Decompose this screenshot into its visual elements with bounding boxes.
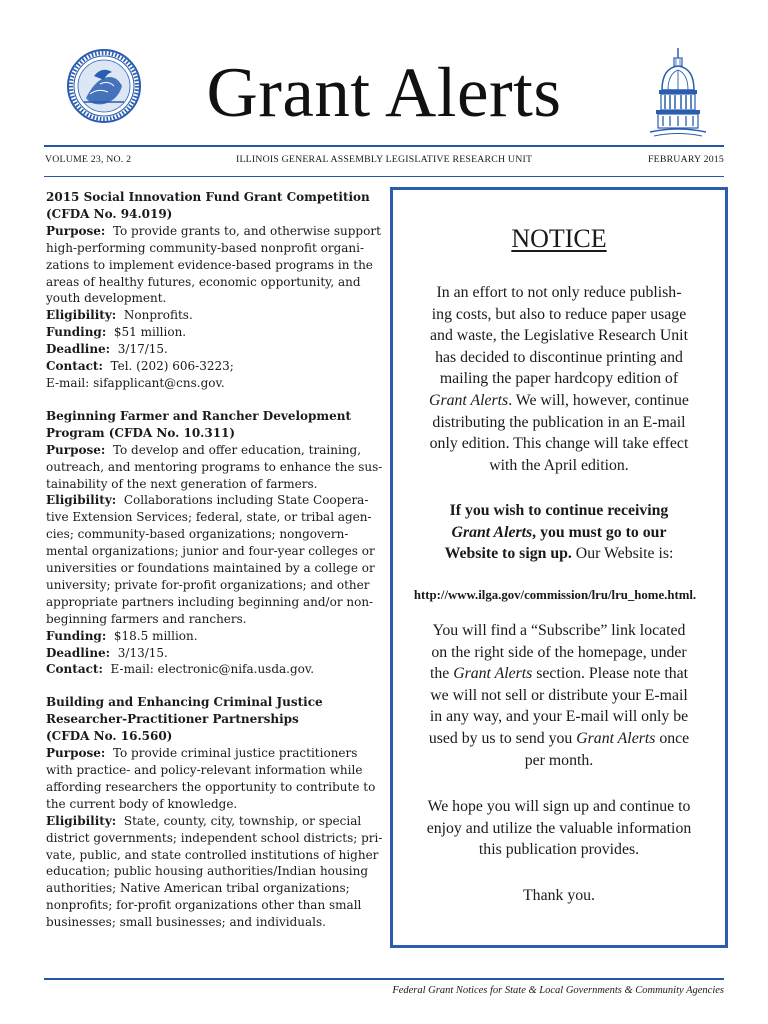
text-line: has decided to discontinue printing and <box>435 348 683 366</box>
publication-name: Grant Alerts <box>576 729 656 747</box>
text-fragment: the <box>429 665 454 683</box>
grant-eligibility <box>46 307 371 324</box>
notice-paragraph-4 <box>393 796 725 861</box>
text-line: universities or foundations maintained by a college or <box>46 561 375 576</box>
text-line: nonprofits; for-profit organizations other than small <box>46 898 362 913</box>
text-line: distributing the publication in an E-mail <box>432 413 686 431</box>
grant-eligibility <box>46 492 371 509</box>
contact-label: Contact: <box>46 662 103 677</box>
grant-title: Beginning Farmer and Rancher Development <box>46 408 352 423</box>
text-line: areas of healthy futures, economic opportunity, and <box>46 274 361 289</box>
text-line <box>393 663 725 685</box>
grant-deadline <box>46 645 371 662</box>
text-fragment: section. Please note that <box>532 665 689 683</box>
grant-funding <box>46 628 371 645</box>
text-line: E-mail: sifapplicant@cns.gov. <box>46 375 225 390</box>
notice-paragraph-3 <box>393 620 725 771</box>
notice-heading: NOTICE <box>511 224 607 253</box>
deadline-label: Deadline: <box>46 645 111 660</box>
text-line: enjoy and utilize the valuable information <box>426 819 692 837</box>
text-line: high-performing community-based nonprofit organi- <box>46 240 365 255</box>
text-line <box>393 543 725 565</box>
grant-eligibility <box>46 813 371 830</box>
grant-purpose <box>46 223 381 240</box>
grant-purpose <box>46 745 371 762</box>
masthead-title: Grant Alerts <box>206 54 562 132</box>
text-line: tainability of the next generation of farmers. <box>46 476 318 491</box>
text-line: this publication provides. <box>478 841 640 859</box>
purpose-label: Purpose: <box>46 442 106 457</box>
purpose-label: Purpose: <box>46 223 106 238</box>
notice-paragraph-1 <box>393 282 725 476</box>
grant-entry-criminal-justice <box>46 694 383 931</box>
text-line: In an effort to not only reduce publish- <box>436 284 682 301</box>
grant-title: Building and Enhancing Criminal Justice <box>46 695 323 710</box>
grant-listings <box>46 189 383 947</box>
text-line: youth development. <box>46 291 167 306</box>
deadline-value: 3/13/15. <box>117 645 168 660</box>
text-line <box>393 390 725 412</box>
text-line: tive Extension Services; federal, state, or tribal agen- <box>46 510 372 525</box>
funding-value: $51 million. <box>113 325 187 340</box>
text-line: in any way, and your E-mail will only be <box>429 708 689 726</box>
grant-title: (CFDA No. 94.019) <box>46 206 173 221</box>
grant-title: 2015 Social Innovation Fund Grant Competition <box>46 190 370 204</box>
purpose-label: Purpose: <box>46 746 106 761</box>
text-line: businesses; small businesses; and individuals. <box>46 915 326 930</box>
text-line: beginning farmers and ranchers. <box>46 611 247 626</box>
text-line: university; private for-profit organizations; and other <box>46 577 370 592</box>
text-line: ing costs, but also to reduce paper usage <box>431 305 687 323</box>
footer-rule <box>44 978 724 980</box>
website-url-link[interactable]: http://www.ilga.gov/commission/lru/lru_home.html. <box>413 588 697 602</box>
funding-value: $18.5 million. <box>113 628 198 643</box>
masthead-bottom-rule <box>44 176 724 177</box>
footer-tagline: Federal Grant Notices for State & Local Governments & Community Agencies <box>392 985 724 996</box>
publication-name: Grant Alerts <box>453 665 533 683</box>
text-line: mailing the paper hardcopy edition of <box>439 370 679 388</box>
deadline-value: 3/17/15. <box>117 342 168 357</box>
publication-name: Grant Alerts <box>451 523 533 541</box>
volume-number: VOLUME 23, NO. 2 <box>45 154 132 165</box>
grant-title: (CFDA No. 16.560) <box>46 729 173 744</box>
text-line: per month. <box>524 751 594 769</box>
eligibility-label: Eligibility: <box>46 813 117 828</box>
funding-label: Funding: <box>46 628 107 643</box>
publisher-unit: ILLINOIS GENERAL ASSEMBLY LEGISLATIVE RESEARCH UNIT <box>236 154 533 165</box>
grant-entry-beginning-farmer <box>46 408 383 679</box>
text-line: To provide grants to, and otherwise support <box>112 223 381 238</box>
masthead-top-rule <box>44 145 724 147</box>
text-line: Collaborations including State Coopera- <box>123 493 369 508</box>
grant-deadline <box>46 341 371 358</box>
text-fragment: used by us to send you <box>428 729 577 747</box>
text-line: on the right side of the homepage, under <box>431 643 687 661</box>
text-fragment: Website to sign up. <box>444 545 572 563</box>
text-line: affording researchers the opportunity to contribute to <box>46 779 376 794</box>
grant-contact <box>46 358 371 375</box>
text-line: mental organizations; junior and four-year colleges or <box>46 544 375 559</box>
text-line: vate, public, and state controlled institutions of higher <box>46 847 379 862</box>
eligibility-label: Eligibility: <box>46 493 117 508</box>
text-line: with practice- and policy-relevant information while <box>46 763 363 777</box>
text-line: cies; community-based organizations; nongovern- <box>46 527 349 542</box>
text-line: outreach, and mentoring programs to enhance the sus- <box>46 459 383 474</box>
text-line: with the April edition. <box>489 456 629 474</box>
text-line: You will find a “Subscribe” link located <box>432 622 686 639</box>
grant-funding <box>46 324 371 341</box>
text-line: education; public housing authorities/Indian housing <box>46 864 369 879</box>
text-line: authorities; Native American tribal organizations; <box>46 881 350 896</box>
text-line <box>393 522 725 544</box>
text-line: we will not sell or distribute your E-mail <box>430 686 688 704</box>
text-fragment: Our Website is: <box>571 545 674 563</box>
notice-paragraph-2 <box>393 500 725 565</box>
notice-thanks: Thank you. <box>523 887 595 904</box>
issue-date: FEBRUARY 2015 <box>648 154 724 165</box>
text-line <box>393 728 725 750</box>
grant-title: Researcher-Practitioner Partnerships <box>46 712 299 727</box>
text-fragment: once <box>655 729 690 747</box>
text-line: We hope you will sign up and continue to <box>427 798 691 815</box>
text-fragment: , you must go to our <box>532 523 667 541</box>
text-line: E-mail: electronic@nifa.usda.gov. <box>110 662 315 677</box>
funding-label: Funding: <box>46 325 107 340</box>
text-line: zations to implement evidence-based programs in the <box>46 257 373 272</box>
text-line: State, county, city, township, or special <box>123 813 362 828</box>
text-line: appropriate partners including beginning and/or non- <box>46 594 374 609</box>
text-line: To develop and offer education, training, <box>112 442 362 457</box>
grant-purpose <box>46 442 371 459</box>
text-line: Tel. (202) 606-3223; <box>110 359 234 374</box>
text-line: Nonprofits. <box>123 308 193 323</box>
eligibility-label: Eligibility: <box>46 308 117 323</box>
publication-name: Grant Alerts <box>429 391 509 409</box>
text-fragment: . We will, however, continue <box>508 391 689 409</box>
contact-label: Contact: <box>46 359 103 374</box>
grant-contact <box>46 661 371 678</box>
text-line: and waste, the Legislative Research Unit <box>430 327 688 345</box>
text-line: To provide criminal justice practitioners <box>112 746 358 761</box>
text-line: the current body of knowledge. <box>46 796 238 811</box>
text-line: If you wish to continue receiving <box>449 502 669 519</box>
grant-entry-social-innovation <box>46 189 381 392</box>
text-line: only edition. This change will take effect <box>429 435 689 453</box>
text-line: district governments; independent school districts; pri- <box>46 830 383 845</box>
deadline-label: Deadline: <box>46 342 111 357</box>
grant-title: Program (CFDA No. 10.311) <box>46 425 236 440</box>
notice-box <box>390 187 728 948</box>
